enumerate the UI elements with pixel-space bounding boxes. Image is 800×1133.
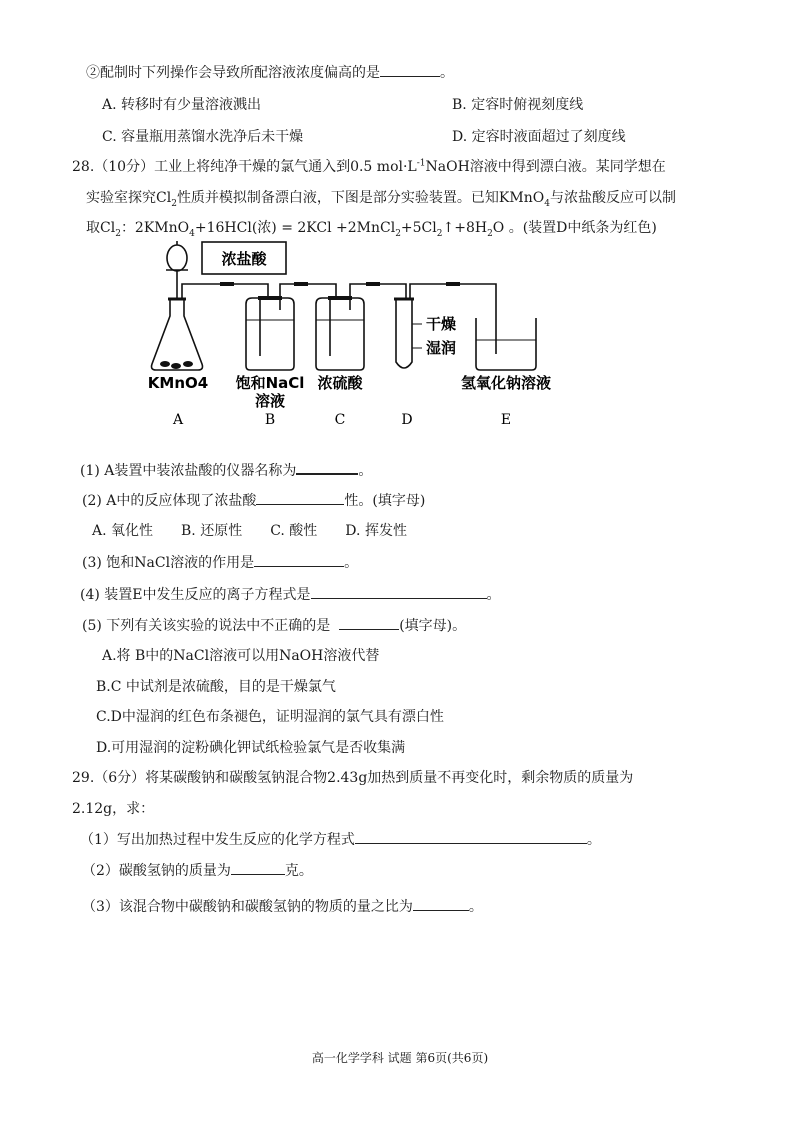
q28-text: 实验室探究Cl	[86, 190, 172, 206]
q27-sub2-stem	[86, 62, 454, 83]
q28-text: 与浓盐酸反应可以制	[549, 190, 676, 206]
q28-sub5-text: (5) 下列有关该实验的说法中不正确的是	[82, 618, 331, 634]
figure-letter-b: B	[264, 412, 276, 428]
bottle-b-reagent-line1: 饱和NaCl	[235, 374, 305, 392]
q28-sub5-end: (填字母)。	[399, 618, 467, 634]
q29-sub1-end: 。	[586, 832, 601, 848]
bottle-c-reagent: 浓硫酸	[317, 374, 363, 392]
page-footer: 高一化学学科 试题 第6页(共6页)	[311, 1051, 489, 1065]
q29-stem-line2: 2.12g，求：	[72, 801, 155, 817]
eq-sub: 2	[395, 228, 401, 239]
q29-sub3-text: （3）该混合物中碳酸钠和碳酸氢钠的物质的量之比为	[82, 899, 413, 915]
q28-sub5	[82, 615, 466, 636]
q28-sub2	[82, 490, 425, 511]
answer-blank[interactable]	[355, 829, 587, 844]
beaker-e-reagent: 氢氧化钠溶液	[460, 374, 552, 392]
q29-sub2	[82, 860, 313, 881]
apparatus-diagram	[140, 236, 600, 436]
q27-option-c: C. 容量瓶用蒸馏水洗净后未干燥	[102, 129, 304, 145]
q29-sub1-text: （1）写出加热过程中发生反应的化学方程式	[80, 832, 355, 848]
eq-sub: 2	[115, 228, 121, 239]
q28-sub2-end: 性。(填字母)	[344, 493, 426, 509]
q28-sub5-option-d: D.可用湿润的淀粉碘化钾试纸检验氯气是否收集满	[96, 740, 406, 756]
eq-part: ↑+8H	[442, 220, 488, 236]
q28-stem-line2	[86, 188, 676, 208]
q28-sub4-end: 。	[486, 587, 501, 603]
answer-blank[interactable]	[380, 62, 440, 77]
eq-part: O 。(装置D中纸条为红色)	[492, 220, 657, 236]
q29-stem-line1: 29.（6分）将某碳酸钠和碳酸氢钠混合物2.43g加热到质量不再变化时，剩余物质的质量为	[72, 770, 634, 786]
eq-part: 取Cl	[86, 220, 116, 236]
eq-sub: 4	[189, 228, 195, 239]
test-tube-d-icon	[396, 298, 412, 368]
q29-sub2-end: 克。	[284, 863, 313, 879]
eq-sub: 2	[487, 228, 493, 239]
q28-stem-line1	[72, 157, 666, 177]
q28-sub3-text: (3) 饱和NaCl溶液的作用是	[82, 555, 255, 571]
flask-reagent-label: KMnO4	[147, 374, 209, 392]
q28-sub1-end: 。	[358, 463, 373, 479]
eq-part: +16HCl(浓) = 2KCl +2MnCl	[194, 220, 396, 236]
q28-equation	[86, 218, 657, 238]
q28-sup: -1	[416, 158, 426, 169]
figure-letter-d: D	[401, 412, 413, 428]
q28-sub3	[82, 552, 358, 573]
answer-blank[interactable]	[254, 552, 344, 567]
q27-sub2-end: 。	[440, 65, 454, 81]
bottle-b-reagent-line2: 溶液	[254, 392, 286, 410]
answer-blank[interactable]	[296, 459, 358, 475]
figure-letter-e: E	[500, 412, 512, 428]
wash-bottle-b-icon	[246, 298, 294, 370]
q28-sub2-text: (2) A中的反应体现了浓盐酸	[82, 493, 257, 509]
q27-option-a: A. 转移时有少量溶液溅出	[102, 97, 262, 113]
q28-text: 28.（10分）工业上将纯净干燥的氯气通入到0.5 mol·L	[72, 159, 417, 175]
q28-sub2-options: A. 氧化性 B. 还原性 C. 酸性 D. 挥发性	[92, 523, 407, 539]
answer-blank[interactable]	[256, 490, 344, 505]
answer-blank[interactable]	[231, 860, 285, 875]
q29-sub3	[82, 896, 483, 917]
q28-sub3-end: 。	[344, 555, 359, 571]
tube-d-wet-label: 湿润	[426, 339, 457, 357]
eq-sub: 2	[436, 228, 443, 239]
q28-sub: 4	[544, 198, 550, 209]
q28-sub5-option-b: B.C 中试剂是浓硫酸，目的是干燥氯气	[96, 679, 336, 695]
q28-sub4	[80, 584, 501, 605]
tube-d-dry-label: 干燥	[426, 315, 457, 333]
answer-blank[interactable]	[413, 896, 469, 911]
q29-sub1	[80, 829, 601, 850]
q28-sub5-option-c: C.D中湿润的红色布条褪色，证明湿润的氯气具有漂白性	[96, 709, 444, 725]
q28-sub: 2	[171, 198, 177, 209]
q29-sub3-end: 。	[468, 899, 483, 915]
q28-sub1-text: (1) A装置中装浓盐酸的仪器名称为	[80, 463, 297, 479]
funnel-label: 浓盐酸	[221, 250, 267, 268]
q28-sub5-option-a: A.将 B中的NaCl溶液可以用NaOH溶液代替	[102, 648, 380, 664]
wash-bottle-c-icon	[316, 298, 364, 370]
beaker-e-icon	[476, 318, 536, 370]
eq-part: +5Cl	[400, 220, 437, 236]
conical-flask-icon	[152, 298, 203, 370]
figure-letter-c: C	[334, 412, 346, 428]
q28-sub1	[80, 459, 372, 481]
q28-sub4-text: (4) 装置E中发生反应的离子方程式是	[80, 587, 311, 603]
q27-option-d: D. 定容时液面超过了刻度线	[452, 129, 626, 145]
eq-part: ：2KMnO	[120, 220, 190, 236]
separatory-funnel-icon	[167, 245, 187, 271]
q28-text: 性质并模拟制备漂白液，下图是部分实验装置。已知KMnO	[176, 190, 545, 206]
answer-blank[interactable]	[339, 615, 399, 630]
q29-sub2-text: （2）碳酸氢钠的质量为	[82, 863, 231, 879]
q28-text: NaOH溶液中得到漂白液。某同学想在	[425, 159, 666, 175]
q27-option-b: B. 定容时俯视刻度线	[452, 97, 584, 113]
figure-letter-a: A	[172, 412, 184, 428]
q27-sub2-text: ②配制时下列操作会导致所配溶液浓度偏高的是	[86, 65, 380, 81]
answer-blank[interactable]	[311, 584, 487, 599]
